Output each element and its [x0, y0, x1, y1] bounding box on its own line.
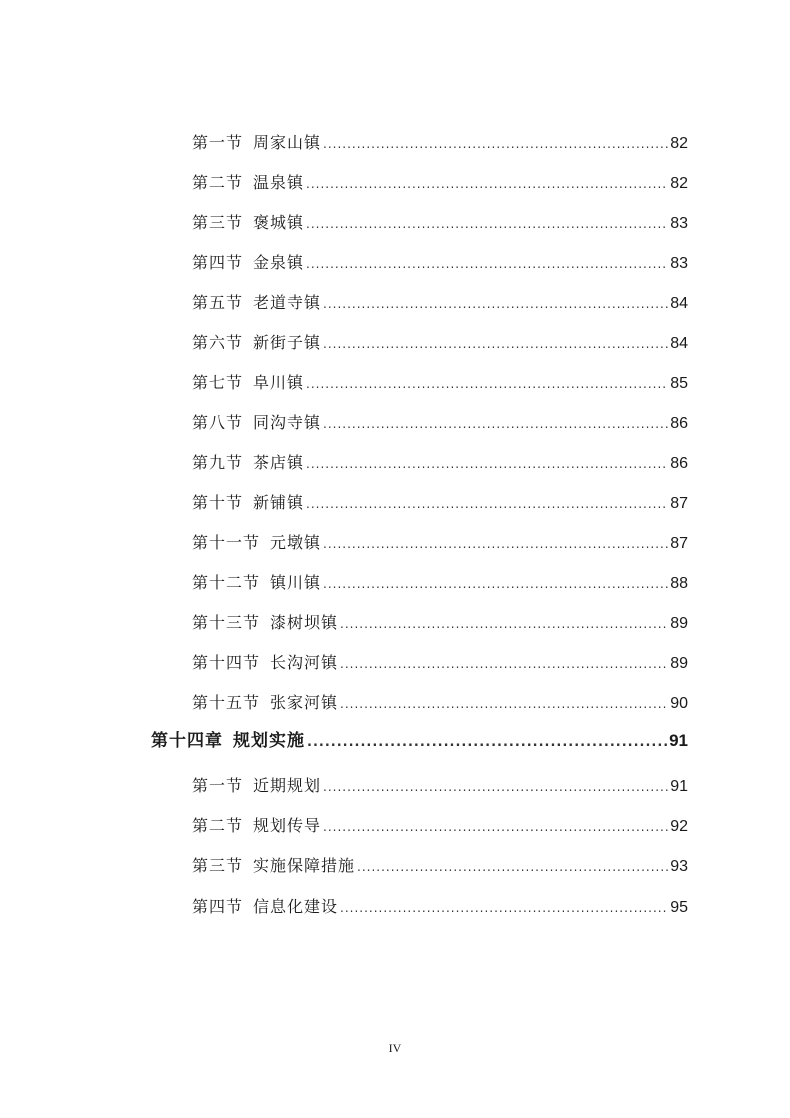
- toc-chapter-text: 规划实施: [233, 731, 305, 751]
- toc-entry[interactable]: [192, 612, 688, 634]
- toc-entry[interactable]: [192, 452, 688, 474]
- toc-entry-number: 第七节: [192, 373, 244, 392]
- toc-entry-number: 第十四节: [192, 653, 261, 672]
- toc-entry[interactable]: [192, 252, 688, 274]
- dot-leader: [306, 173, 668, 195]
- toc-chapter-title: [151, 730, 305, 752]
- toc-entry-number: 第三节: [192, 856, 244, 875]
- toc-entry-title: [192, 212, 304, 234]
- toc-entry-title: [192, 652, 338, 674]
- toc-entry-number: 第五节: [192, 293, 244, 312]
- toc-entry-text: 茶店镇: [253, 453, 305, 472]
- toc-entry-title: [192, 172, 304, 194]
- toc-entry-number: 第十二节: [192, 573, 261, 592]
- toc-entry-number: 第六节: [192, 333, 244, 352]
- toc-entry[interactable]: [192, 212, 688, 234]
- toc-entry-title: [192, 612, 338, 634]
- toc-entry-number: 第二节: [192, 173, 244, 192]
- toc-entry-number: 第一节: [192, 133, 244, 152]
- toc-entry-title: [192, 692, 338, 714]
- toc-entry-title: [192, 896, 338, 918]
- toc-page-number: 89: [670, 655, 688, 672]
- dot-leader: [323, 293, 668, 315]
- toc-entry-number: 第一节: [192, 776, 244, 795]
- toc-page-number: 95: [670, 899, 688, 916]
- toc-entry-number: 第八节: [192, 413, 244, 432]
- toc-page-number: 91: [669, 731, 688, 750]
- toc-page-number: 89: [670, 615, 688, 632]
- toc-entry-number: 第四节: [192, 253, 244, 272]
- toc-entry-title: [192, 532, 321, 554]
- toc-entry-number: 第二节: [192, 816, 244, 835]
- toc-entry[interactable]: [192, 492, 688, 514]
- toc-entry-number: 第十五节: [192, 693, 261, 712]
- toc-entry-text: 温泉镇: [253, 173, 305, 192]
- toc-entry[interactable]: [192, 132, 688, 154]
- toc-page-number: 91: [670, 778, 688, 795]
- toc-page-number: 83: [670, 255, 688, 272]
- dot-leader: [340, 653, 668, 675]
- toc-entry-text: 阜川镇: [253, 373, 305, 392]
- dot-leader: [340, 613, 668, 635]
- toc-entry-text: 同沟寺镇: [253, 413, 322, 432]
- dot-leader: [323, 133, 668, 155]
- dot-leader: [306, 493, 668, 515]
- toc-entry-text: 元墩镇: [270, 533, 322, 552]
- toc-entry-title: [192, 252, 304, 274]
- dot-leader: [323, 573, 668, 595]
- toc-entry[interactable]: [192, 572, 688, 594]
- toc-page-number: 86: [670, 415, 688, 432]
- toc-entry[interactable]: [192, 532, 688, 554]
- toc-entry-text: 金泉镇: [253, 253, 305, 272]
- toc-page-number: 82: [670, 175, 688, 192]
- toc-entry-number: 第十一节: [192, 533, 261, 552]
- toc-entry-title: [192, 452, 304, 474]
- toc-entry-text: 新街子镇: [253, 333, 322, 352]
- toc-entry-title: [192, 292, 321, 314]
- toc-entry[interactable]: [192, 775, 688, 797]
- toc-entry-title: [192, 775, 321, 797]
- toc-entry[interactable]: [192, 896, 688, 918]
- toc-entry-text: 新铺镇: [253, 493, 305, 512]
- toc-entry-title: [192, 572, 321, 594]
- toc-entry-title: [192, 815, 321, 837]
- toc-chapter-entry[interactable]: [151, 730, 688, 752]
- toc-entry-title: [192, 492, 304, 514]
- toc-page-number: 92: [670, 818, 688, 835]
- toc-page-number: 87: [670, 495, 688, 512]
- toc-entry-text: 老道寺镇: [253, 293, 322, 312]
- toc-entry-text: 实施保障措施: [253, 856, 356, 875]
- dot-leader: [323, 533, 668, 555]
- toc-entry[interactable]: [192, 412, 688, 434]
- toc-entry-title: [192, 372, 304, 394]
- toc-entry[interactable]: [192, 815, 688, 837]
- toc-entry-text: 褒城镇: [253, 213, 305, 232]
- toc-entry-text: 漆树坝镇: [270, 613, 339, 632]
- toc-page-number: 85: [670, 375, 688, 392]
- dot-leader: [323, 776, 668, 798]
- toc-entry[interactable]: [192, 172, 688, 194]
- toc-page-number: 83: [670, 215, 688, 232]
- toc-entry-title: [192, 855, 355, 877]
- toc-entry-text: 长沟河镇: [270, 653, 339, 672]
- toc-entry-text: 信息化建设: [253, 897, 339, 916]
- toc-entry-text: 周家山镇: [253, 133, 322, 152]
- toc-entry[interactable]: [192, 692, 688, 714]
- dot-leader: [306, 253, 668, 275]
- toc-chapter-number: 第十四章: [151, 731, 223, 751]
- toc-entry-number: 第四节: [192, 897, 244, 916]
- toc-page-number: 90: [670, 695, 688, 712]
- toc-entry-number: 第十三节: [192, 613, 261, 632]
- toc-entry[interactable]: [192, 855, 688, 877]
- toc-page-number: 88: [670, 575, 688, 592]
- toc-page-number: 84: [670, 335, 688, 352]
- toc-entry[interactable]: [192, 652, 688, 674]
- dot-leader: [323, 413, 668, 435]
- toc-entry[interactable]: [192, 332, 688, 354]
- dot-leader: [340, 693, 668, 715]
- page-footer-number: IV: [388, 1041, 402, 1055]
- toc-page-number: 87: [670, 535, 688, 552]
- toc-page-number: 86: [670, 455, 688, 472]
- toc-entry-number: 第九节: [192, 453, 244, 472]
- toc-entry-text: 张家河镇: [270, 693, 339, 712]
- toc-entry-number: 第三节: [192, 213, 244, 232]
- toc-entry[interactable]: [192, 292, 688, 314]
- dot-leader: [306, 213, 668, 235]
- dot-leader: [357, 856, 668, 878]
- toc-entry-text: 规划传导: [253, 816, 322, 835]
- dot-leader: [323, 333, 668, 355]
- toc-entry[interactable]: [192, 372, 688, 394]
- dot-leader: [340, 897, 668, 919]
- dot-leader: [307, 732, 667, 754]
- toc-page-number: 84: [670, 295, 688, 312]
- toc-entry-title: [192, 332, 321, 354]
- dot-leader: [306, 373, 668, 395]
- toc-entry-number: 第十节: [192, 493, 244, 512]
- toc-page-number: 93: [670, 858, 688, 875]
- toc-page-number: 82: [670, 135, 688, 152]
- toc-entry-title: [192, 132, 321, 154]
- toc-entry-text: 近期规划: [253, 776, 322, 795]
- toc-entry-text: 镇川镇: [270, 573, 322, 592]
- dot-leader: [323, 816, 668, 838]
- toc-entry-title: [192, 412, 321, 434]
- dot-leader: [306, 453, 668, 475]
